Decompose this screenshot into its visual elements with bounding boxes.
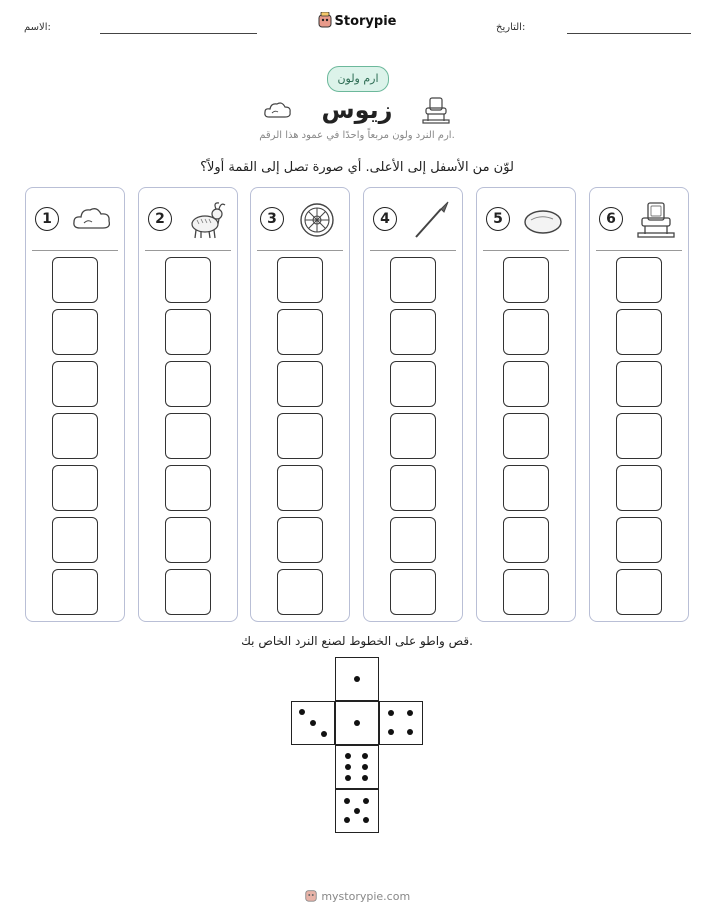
color-box[interactable] — [390, 465, 436, 511]
mascot-icon — [318, 12, 332, 32]
column-5 — [476, 187, 576, 622]
dice-pip — [388, 729, 394, 735]
footer — [0, 888, 714, 903]
column-divider — [483, 250, 569, 251]
column-divider — [145, 250, 231, 251]
dice-pip — [345, 764, 351, 770]
color-box[interactable] — [165, 569, 211, 615]
color-box[interactable] — [52, 361, 98, 407]
color-box[interactable] — [616, 569, 662, 615]
dice-face-6 — [335, 745, 379, 789]
column-2 — [138, 187, 238, 622]
color-box[interactable] — [616, 517, 662, 563]
dice-pip — [362, 775, 368, 781]
dice-pip — [310, 720, 316, 726]
color-box[interactable] — [52, 465, 98, 511]
dice-pip — [321, 731, 327, 737]
color-box[interactable] — [616, 361, 662, 407]
footer-text: mystorypie.com — [321, 890, 411, 903]
column-divider — [257, 250, 343, 251]
color-box[interactable] — [277, 361, 323, 407]
footer-mascot-icon — [304, 890, 322, 903]
color-box[interactable] — [616, 413, 662, 459]
column-number: 6 — [599, 207, 623, 231]
dice-pip — [407, 729, 413, 735]
dice-pip — [345, 753, 351, 759]
dice-face-4 — [379, 701, 423, 745]
column-4 — [363, 187, 463, 622]
cloud-icon — [70, 200, 114, 240]
color-box[interactable] — [616, 465, 662, 511]
stone-icon — [521, 200, 565, 240]
dice-pip — [344, 817, 350, 823]
color-box[interactable] — [390, 309, 436, 355]
color-box[interactable] — [277, 413, 323, 459]
color-box[interactable] — [52, 309, 98, 355]
color-box[interactable] — [277, 309, 323, 355]
question: لوّن من الأسفل إلى الأعلى. أي صورة تصل إلى القمة أولاً؟ — [200, 160, 514, 175]
color-box[interactable] — [503, 413, 549, 459]
goat-icon — [183, 200, 227, 240]
column-divider — [370, 250, 456, 251]
column-6 — [589, 187, 689, 622]
color-box[interactable] — [277, 257, 323, 303]
color-box[interactable] — [503, 361, 549, 407]
color-box[interactable] — [165, 361, 211, 407]
color-box[interactable] — [277, 465, 323, 511]
dice-pip — [388, 710, 394, 716]
dice-pip — [362, 753, 368, 759]
column-number: 3 — [260, 207, 284, 231]
date-line[interactable] — [567, 33, 691, 34]
subtitle: ارم النرد ولون مربعاً واحدًا في عمود هذا الرقم. — [259, 130, 455, 141]
column-1 — [25, 187, 125, 622]
color-box[interactable] — [616, 257, 662, 303]
activity-badge: ارم ولون — [327, 66, 389, 92]
throne-title-icon — [421, 95, 451, 123]
color-box[interactable] — [390, 361, 436, 407]
date-label: التاريخ: — [496, 22, 526, 33]
dice-face-5 — [335, 789, 379, 833]
column-number: 2 — [148, 207, 172, 231]
spear-icon — [408, 200, 452, 240]
color-box[interactable] — [503, 257, 549, 303]
dice-pip — [299, 709, 305, 715]
color-box[interactable] — [277, 569, 323, 615]
color-box[interactable] — [52, 413, 98, 459]
dice-face-3 — [291, 701, 335, 745]
dice-pip — [354, 720, 360, 726]
dice-pip — [362, 764, 368, 770]
throne-icon — [634, 200, 678, 240]
name-label: الاسم: — [24, 22, 51, 33]
dice-pip — [363, 817, 369, 823]
color-box[interactable] — [390, 517, 436, 563]
column-divider — [596, 250, 682, 251]
color-box[interactable] — [616, 309, 662, 355]
color-box[interactable] — [390, 257, 436, 303]
color-box[interactable] — [52, 569, 98, 615]
logo-text: Storypie — [334, 14, 397, 29]
shield-icon — [295, 200, 339, 240]
color-box[interactable] — [277, 517, 323, 563]
column-number: 4 — [373, 207, 397, 231]
color-box[interactable] — [165, 309, 211, 355]
title-row — [0, 95, 714, 124]
storypie-logo — [0, 12, 714, 32]
color-box[interactable] — [52, 257, 98, 303]
color-box[interactable] — [165, 465, 211, 511]
color-box[interactable] — [503, 569, 549, 615]
column-number: 5 — [486, 207, 510, 231]
dice-face-1 — [335, 701, 379, 745]
dice-face-1 — [335, 657, 379, 701]
color-box[interactable] — [503, 465, 549, 511]
cloud-title-icon — [263, 95, 301, 123]
color-box[interactable] — [52, 517, 98, 563]
color-box[interactable] — [503, 517, 549, 563]
dice-pip — [354, 808, 360, 814]
color-box[interactable] — [390, 413, 436, 459]
column-divider — [32, 250, 118, 251]
dice-pip — [345, 775, 351, 781]
dice-pip — [344, 798, 350, 804]
column-number: 1 — [35, 207, 59, 231]
color-box[interactable] — [165, 257, 211, 303]
page-title: زيوس — [321, 96, 393, 124]
cut-instruction: قص واطو على الخطوط لصنع النرد الخاص بك. — [241, 634, 473, 648]
color-box[interactable] — [165, 413, 211, 459]
color-box[interactable] — [503, 309, 549, 355]
dice-pip — [354, 676, 360, 682]
dice-pip — [363, 798, 369, 804]
color-box[interactable] — [390, 569, 436, 615]
color-box[interactable] — [165, 517, 211, 563]
dice-pip — [407, 710, 413, 716]
column-3 — [250, 187, 350, 622]
name-line[interactable] — [100, 33, 257, 34]
